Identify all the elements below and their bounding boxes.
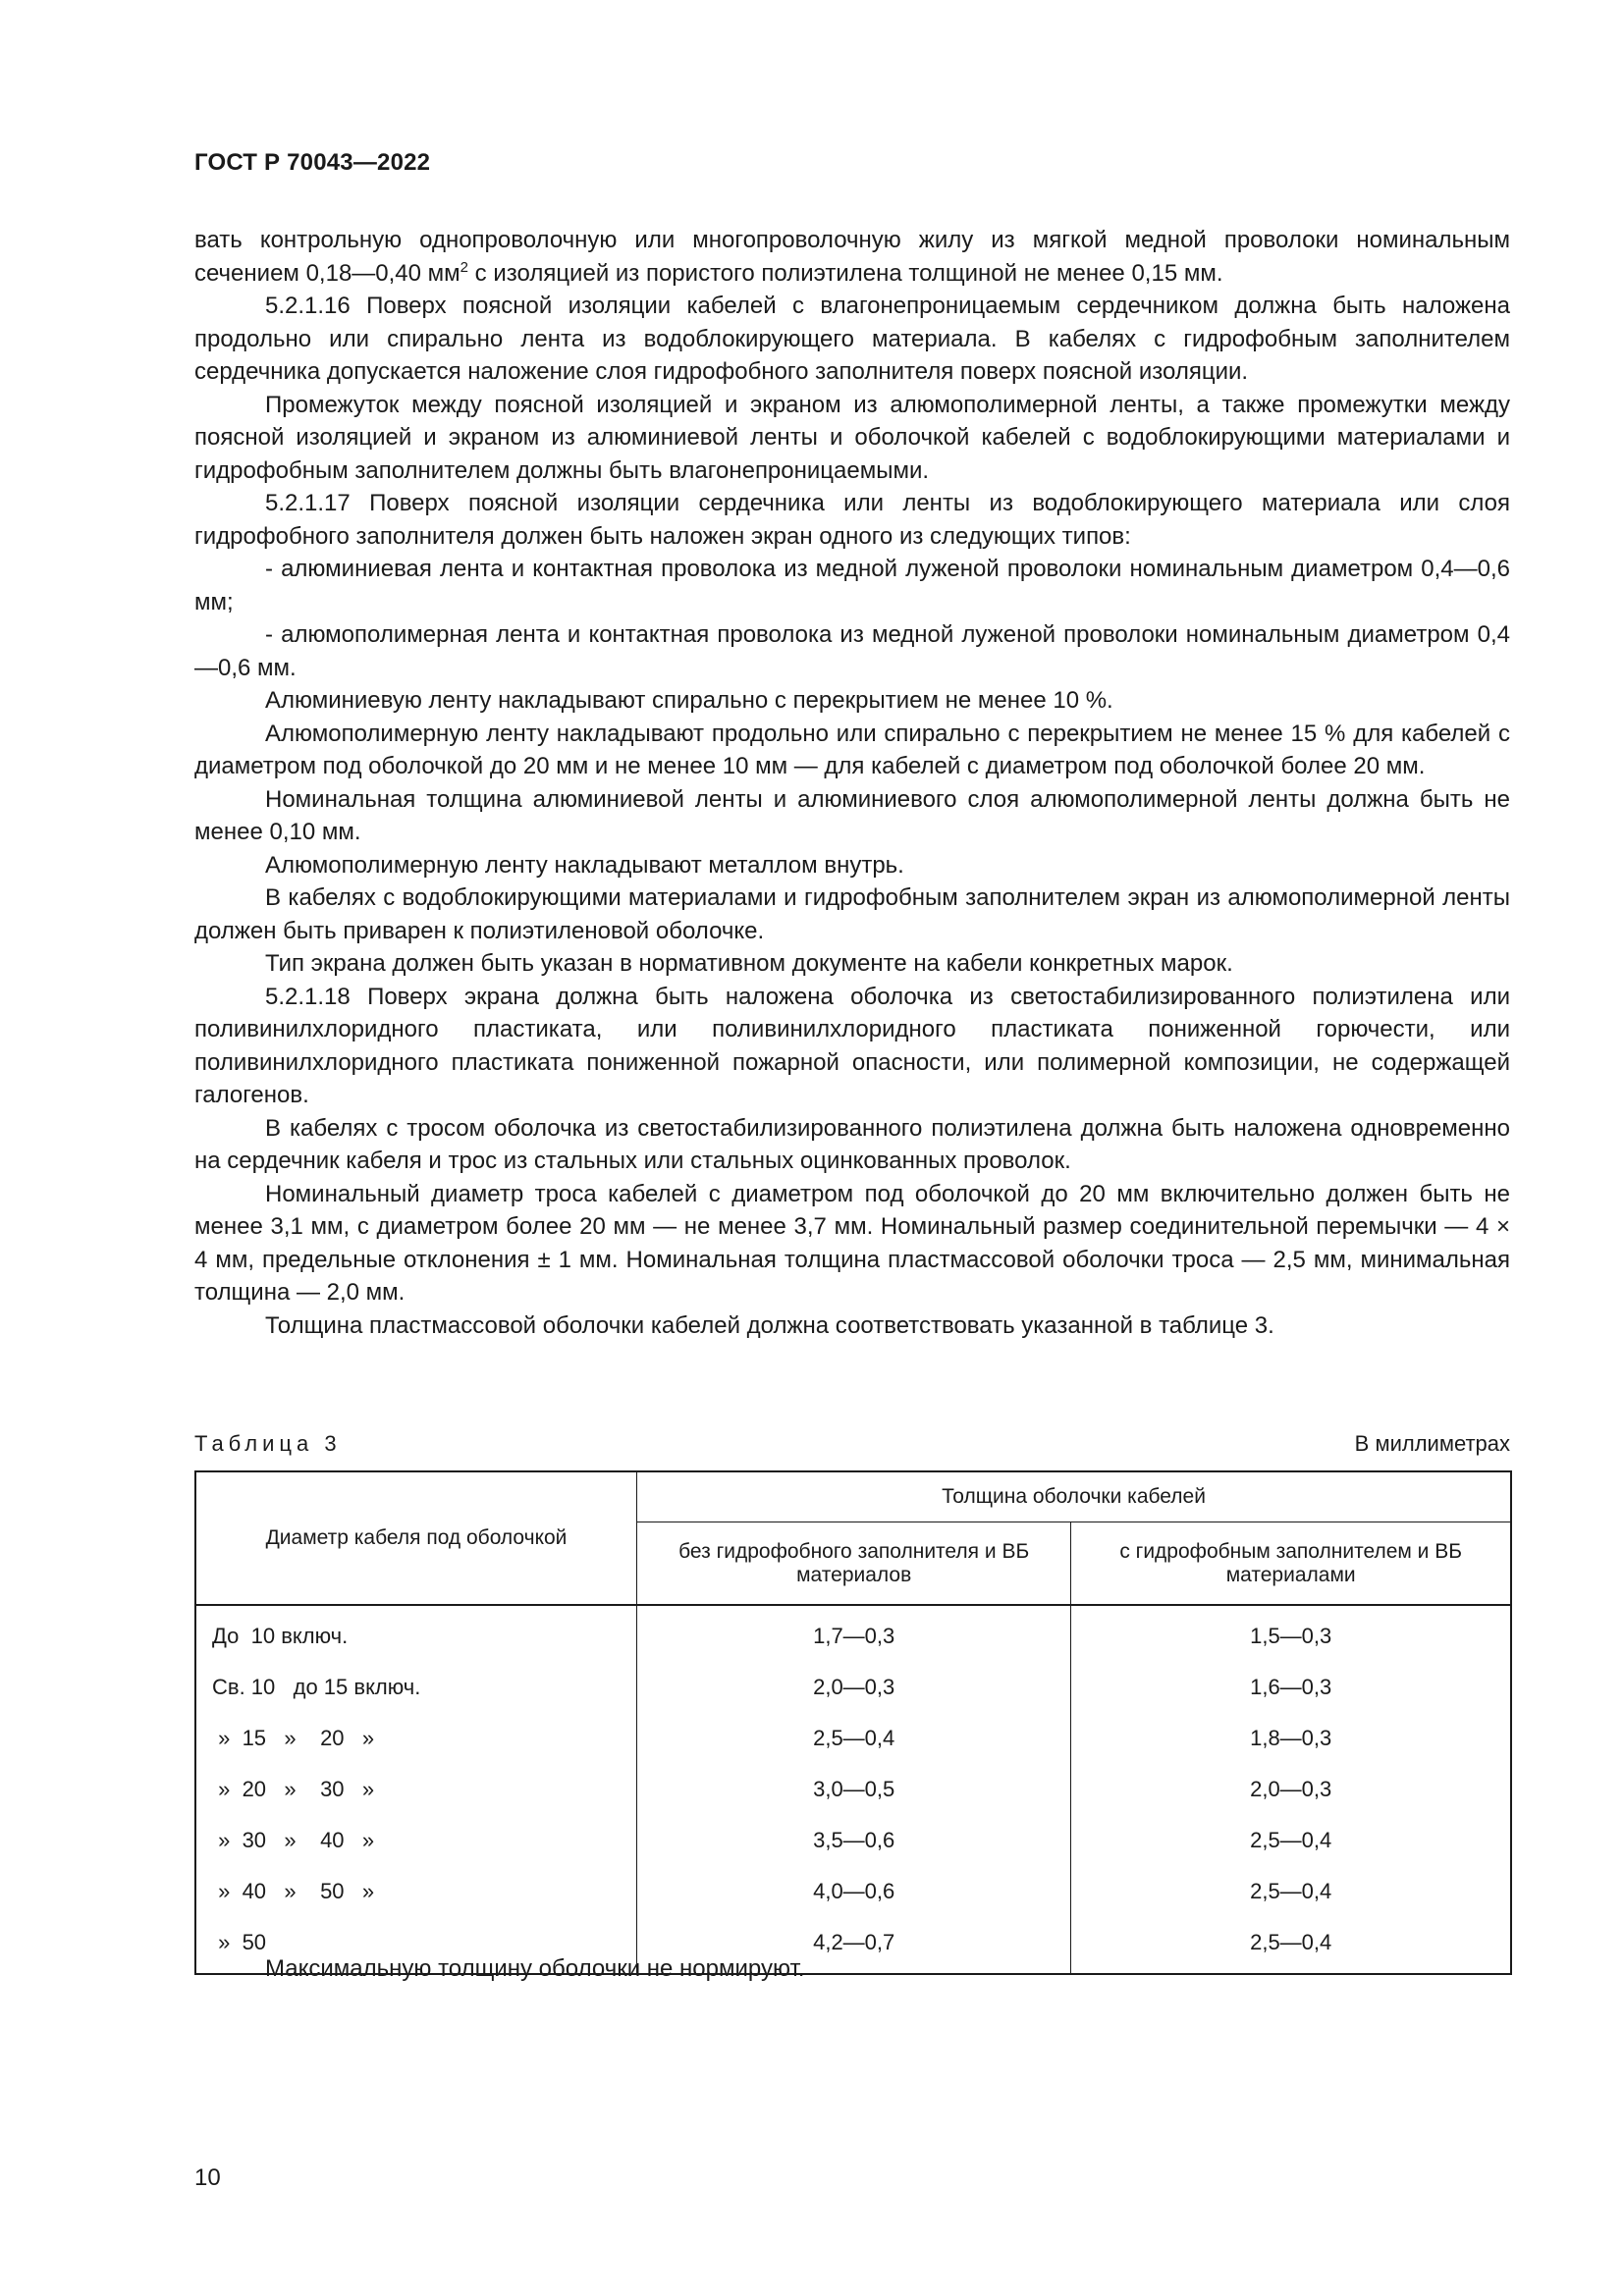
table-caption-row — [194, 1431, 1510, 1461]
cell-diameter: До 10 включ. — [195, 1605, 637, 1662]
paragraph: Алюмополимерную ленту накладывают продольно или спирально с перекрытием не менее 15 % для кабелей с диаметром под оболочкой до 20 мм и не менее 10 мм — для кабелей с диаметром под оболочкой более 20 мм. — [194, 720, 1510, 779]
cell-with-filler: 1,6—0,3 — [1071, 1662, 1511, 1713]
table-row — [195, 1764, 1511, 1815]
paragraph: вать контрольную однопроволочную или многопроволочную жилу из мягкой медной проволоки номинальным сечением 0,18—0,40 $мм^2$ с изоляцией из пористого полиэтилена толщиной не менее 0,15 мм. — [194, 227, 1510, 287]
table-row — [195, 1662, 1511, 1713]
column-header-with-filler: с гидрофобным заполнителем и ВБ материалами — [1071, 1522, 1511, 1605]
list-item: - алюмополимерная лента и контактная проволока из медной луженой проволоки номинальным диаметром 0,4—0,6 мм. — [194, 621, 1510, 681]
paragraph: Промежуток между поясной изоляцией и экраном из алюмополимерной ленты, а также промежутки между поясной изоляцией и экраном из алюминиевой ленты и оболочкой кабелей с водоблокирующими материалами и гидрофобным заполнителем должны быть влагонепроницаемыми. — [194, 391, 1510, 484]
cell-without-filler: 3,5—0,6 — [637, 1815, 1071, 1866]
table-row — [195, 1713, 1511, 1764]
paragraph: 5.2.1.17 Поверх поясной изоляции сердечника или ленты из водоблокирующего материала или слоя гидрофобного заполнителя должен быть наложен экран одного из следующих типов: — [194, 490, 1510, 550]
paragraph: 5.2.1.16 Поверх поясной изоляции кабелей с влагонепроницаемым сердечником должна быть наложена продольно или спирально лента из водоблокирующего материала. В кабелях с гидрофобным заполнителем сердечника допускается наложение слоя гидрофобного заполнителя поверх поясной изоляции. — [194, 293, 1510, 385]
table-row — [195, 1866, 1511, 1917]
cell-diameter: Св. 10 до 15 включ. — [195, 1662, 637, 1713]
page-number: 10 — [194, 2164, 221, 2191]
document-header: ГОСТ Р 70043—2022 — [194, 149, 431, 176]
paragraph: Тип экрана должен быть указан в нормативном документе на кабели конкретных марок. — [265, 950, 1233, 977]
column-header-without-filler: без гидрофобного заполнителя и ВБ материалов — [637, 1522, 1071, 1605]
body-text — [194, 224, 1510, 1342]
cell-with-filler: 1,5—0,3 — [1071, 1605, 1511, 1662]
cell-with-filler: 2,5—0,4 — [1071, 1866, 1511, 1917]
column-header-diameter: Диаметр кабеля под оболочкой — [195, 1471, 637, 1605]
cell-with-filler: 1,8—0,3 — [1071, 1713, 1511, 1764]
paragraph: Алюминиевую ленту накладывают спирально с перекрытием не менее 10 %. — [265, 687, 1113, 714]
cell-without-filler: 4,0—0,6 — [637, 1866, 1071, 1917]
thickness-table — [194, 1470, 1512, 1975]
paragraph: 5.2.1.18 Поверх экрана должна быть наложена оболочка из светостабилизированного полиэтилена или поливинилхлоридного пластиката, или поливинилхлоридного пластиката пониженной горючести, или поливинилхлоридного пластиката пониженной пожарной опасности, или полимерной композиции, не содержащей галогенов. — [194, 983, 1510, 1108]
cell-with-filler: 2,5—0,4 — [1071, 1917, 1511, 1974]
cell-without-filler: 2,0—0,3 — [637, 1662, 1071, 1713]
column-group-header: Толщина оболочки кабелей — [637, 1471, 1512, 1522]
cell-diameter: » 40 » 50 » — [195, 1866, 637, 1917]
cell-with-filler: 2,5—0,4 — [1071, 1815, 1511, 1866]
table-row — [195, 1605, 1511, 1662]
paragraph: Алюмополимерную ленту накладывают металлом внутрь. — [265, 851, 904, 879]
cell-diameter: » 20 » 30 » — [195, 1764, 637, 1815]
paragraph: Номинальная толщина алюминиевой ленты и алюминиевого слоя алюмополимерной ленты должна быть не менее 0,10 мм. — [194, 785, 1510, 845]
table-note: Максимальную толщину оболочки не нормируют. — [265, 1955, 805, 1982]
table-caption: Таблица 3 — [194, 1431, 342, 1456]
cell-diameter: » 30 » 40 » — [195, 1815, 637, 1866]
paragraph: В кабелях с водоблокирующими материалами и гидрофобным заполнителем экран из алюмополимерной ленты должен быть приварен к полиэтиленовой оболочке. — [194, 884, 1510, 944]
table-units: В миллиметрах — [1354, 1431, 1510, 1456]
cell-with-filler: 2,0—0,3 — [1071, 1764, 1511, 1815]
cell-without-filler: 2,5—0,4 — [637, 1713, 1071, 1764]
cell-without-filler: 1,7—0,3 — [637, 1605, 1071, 1662]
paragraph: Номинальный диаметр троса кабелей с диаметром под оболочкой до 20 мм включительно должен быть не менее 3,1 мм, с диаметром более 20 мм — не менее 3,7 мм. Номинальный размер соединительной перемычки — 4 × 4 мм, предельные отклонения ± 1 мм. Номинальная толщина пластмассовой оболочки троса — 2,5 мм, минимальная толщина — 2,0 мм. — [194, 1180, 1510, 1306]
cell-diameter: » 50 — [195, 1917, 637, 1974]
table-row — [195, 1815, 1511, 1866]
paragraph: Толщина пластмассовой оболочки кабелей должна соответствовать указанной в таблице 3. — [265, 1311, 1274, 1339]
cell-diameter: » 15 » 20 » — [195, 1713, 637, 1764]
list-item: - алюминиевая лента и контактная проволока из медной луженой проволоки номинальным диаметром 0,4—0,6 мм; — [194, 556, 1510, 615]
paragraph: В кабелях с тросом оболочка из светостабилизированного полиэтилена должна быть наложена одновременно на сердечник кабеля и трос из стальных или стальных оцинкованных проволок. — [194, 1114, 1510, 1174]
cell-without-filler: 3,0—0,5 — [637, 1764, 1071, 1815]
cell-without-filler: 4,2—0,7 — [637, 1917, 1071, 1974]
